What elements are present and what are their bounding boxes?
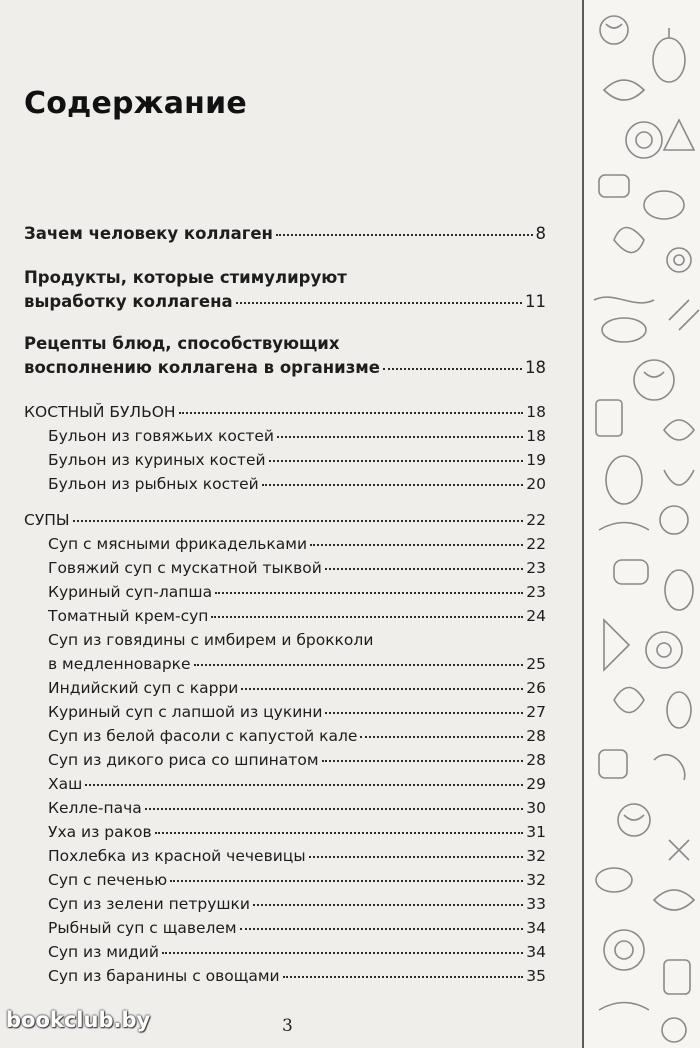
toc-item-page: 22 bbox=[526, 535, 546, 553]
toc-entry-major-2[interactable] bbox=[24, 290, 546, 314]
toc-item[interactable] bbox=[48, 424, 546, 448]
toc-item-page: 35 bbox=[526, 967, 546, 985]
toc-item[interactable] bbox=[48, 724, 546, 748]
toc-item-title: Суп из дикого риса со шпинатом bbox=[48, 751, 319, 769]
toc-item-page: 29 bbox=[526, 775, 546, 793]
toc-item-title: Суп из зелени петрушки bbox=[48, 895, 250, 913]
dot-leader bbox=[360, 735, 523, 738]
toc-item-title: Келле-пача bbox=[48, 799, 142, 817]
toc-item[interactable] bbox=[48, 652, 546, 676]
toc-item-page: 33 bbox=[526, 895, 546, 913]
toc-item-page: 20 bbox=[526, 475, 546, 493]
toc-item[interactable] bbox=[48, 748, 546, 772]
toc-item[interactable] bbox=[48, 772, 546, 796]
toc-item-title: Куриный суп-лапша bbox=[48, 583, 213, 601]
watermark: bookclub.by bbox=[6, 1008, 151, 1032]
toc-section-soups[interactable] bbox=[24, 508, 546, 532]
toc-entry-page: 11 bbox=[525, 292, 546, 311]
dot-leader bbox=[194, 663, 524, 666]
dot-leader bbox=[211, 615, 523, 618]
toc-entry-title: восполнению коллагена в организме bbox=[24, 358, 380, 377]
food-doodle-border bbox=[582, 0, 700, 1048]
toc-item-title: Похлебка из красной чечевицы bbox=[48, 847, 306, 865]
dot-leader bbox=[269, 459, 524, 462]
page-title: Содержание bbox=[24, 86, 247, 121]
toc-section-title: СУПЫ bbox=[24, 511, 70, 529]
toc-item-page: 23 bbox=[526, 559, 546, 577]
dot-leader bbox=[162, 951, 523, 954]
toc-entry-page: 8 bbox=[535, 224, 546, 243]
toc-item-title: Суп из баранины с овощами bbox=[48, 967, 280, 985]
dot-leader bbox=[170, 879, 523, 882]
dot-leader bbox=[85, 783, 523, 786]
toc-entry-title: Зачем человеку коллаген bbox=[24, 224, 273, 243]
toc-item-page: 34 bbox=[526, 919, 546, 937]
dot-leader bbox=[276, 233, 533, 236]
dot-leader bbox=[383, 367, 522, 370]
toc-item[interactable] bbox=[48, 580, 546, 604]
toc-entry-major-2-line1: Продукты, которые стимулируют bbox=[24, 268, 347, 287]
toc-entry-major-3[interactable] bbox=[24, 356, 546, 380]
toc-item-title: Рыбный суп с щавелем bbox=[48, 919, 237, 937]
toc-item[interactable] bbox=[48, 532, 546, 556]
toc-item-title: Томатный крем-суп bbox=[48, 607, 209, 625]
toc-item-page: 25 bbox=[526, 655, 546, 673]
dot-leader bbox=[325, 711, 523, 714]
toc-item[interactable] bbox=[48, 472, 546, 496]
toc-item-title: Куриный суп с лапшой из цукини bbox=[48, 703, 323, 721]
dot-leader bbox=[241, 687, 523, 690]
toc-item-page: 34 bbox=[526, 943, 546, 961]
toc-item-title: Индийский суп с карри bbox=[48, 679, 239, 697]
toc-entry-page: 18 bbox=[526, 403, 546, 421]
dot-leader bbox=[309, 855, 524, 858]
toc-item[interactable] bbox=[48, 676, 546, 700]
toc-item-page: 24 bbox=[526, 607, 546, 625]
toc-item-page: 31 bbox=[526, 823, 546, 841]
toc-item[interactable] bbox=[48, 844, 546, 868]
dot-leader bbox=[253, 903, 523, 906]
toc-item[interactable] bbox=[48, 916, 546, 940]
dot-leader bbox=[310, 543, 523, 546]
toc-item-page: 28 bbox=[526, 751, 546, 769]
toc-item-title: Суп из белой фасоли с капустой кале bbox=[48, 727, 358, 745]
toc-item[interactable] bbox=[48, 868, 546, 892]
dot-leader bbox=[283, 975, 524, 978]
dot-leader bbox=[240, 927, 524, 930]
toc-item-title: в медленноварке bbox=[48, 655, 191, 673]
toc-item-title: Суп с мясными фрикадельками bbox=[48, 535, 308, 553]
toc-item[interactable] bbox=[48, 940, 546, 964]
toc-item-page: 32 bbox=[526, 847, 546, 865]
toc-entry-major-3-line1: Рецепты блюд, способствующих bbox=[24, 334, 340, 353]
toc-entry-page: 22 bbox=[526, 511, 546, 529]
toc-item-title: Бульон из куриных костей bbox=[48, 451, 266, 469]
toc-item-title: Хаш bbox=[48, 775, 83, 793]
dot-leader bbox=[155, 831, 524, 834]
dot-leader bbox=[325, 567, 523, 570]
toc-item[interactable] bbox=[48, 604, 546, 628]
toc-section-bone-broth[interactable] bbox=[24, 400, 546, 424]
toc-item-page: 28 bbox=[526, 727, 546, 745]
toc-item[interactable] bbox=[48, 700, 546, 724]
toc-item-page: 19 bbox=[526, 451, 546, 469]
dot-leader bbox=[215, 591, 523, 594]
page-number: 3 bbox=[282, 1016, 293, 1036]
dot-leader bbox=[262, 483, 524, 486]
toc-section-title: КОСТНЫЙ БУЛЬОН bbox=[24, 403, 176, 421]
toc-item[interactable] bbox=[48, 556, 546, 580]
dot-leader bbox=[277, 435, 523, 438]
toc-item-page: 32 bbox=[526, 871, 546, 889]
toc-entry-title: выработку коллагена bbox=[24, 292, 233, 311]
toc-item-title: Уха из раков bbox=[48, 823, 152, 841]
dot-leader bbox=[145, 807, 523, 810]
toc-item-page: 26 bbox=[526, 679, 546, 697]
toc-item-title: Говяжий суп с мускатной тыквой bbox=[48, 559, 322, 577]
dot-leader bbox=[236, 301, 522, 304]
toc-entry-major-1[interactable] bbox=[24, 222, 546, 246]
toc-item-page: 23 bbox=[526, 583, 546, 601]
toc-item-page: 18 bbox=[526, 427, 546, 445]
dot-leader bbox=[179, 411, 524, 414]
toc-item[interactable] bbox=[48, 448, 546, 472]
toc-item[interactable] bbox=[48, 964, 546, 988]
toc-item-title: Бульон из говяжьих костей bbox=[48, 427, 274, 445]
toc-item-title: Бульон из рыбных костей bbox=[48, 475, 259, 493]
toc-entry-page: 18 bbox=[525, 358, 546, 377]
toc-item-line1: Суп из говядины с имбирем и брокколи bbox=[48, 631, 374, 649]
toc-item-page: 27 bbox=[526, 703, 546, 721]
dot-leader bbox=[73, 519, 524, 522]
dot-leader bbox=[322, 759, 524, 762]
toc-item-title: Суп с печенью bbox=[48, 871, 168, 889]
toc-item[interactable] bbox=[48, 796, 546, 820]
vegetable-doodle-pattern-icon bbox=[584, 0, 700, 1048]
toc-item[interactable] bbox=[48, 820, 546, 844]
toc-item[interactable] bbox=[48, 892, 546, 916]
toc-item-page: 30 bbox=[526, 799, 546, 817]
toc-item-title: Суп из мидий bbox=[48, 943, 159, 961]
